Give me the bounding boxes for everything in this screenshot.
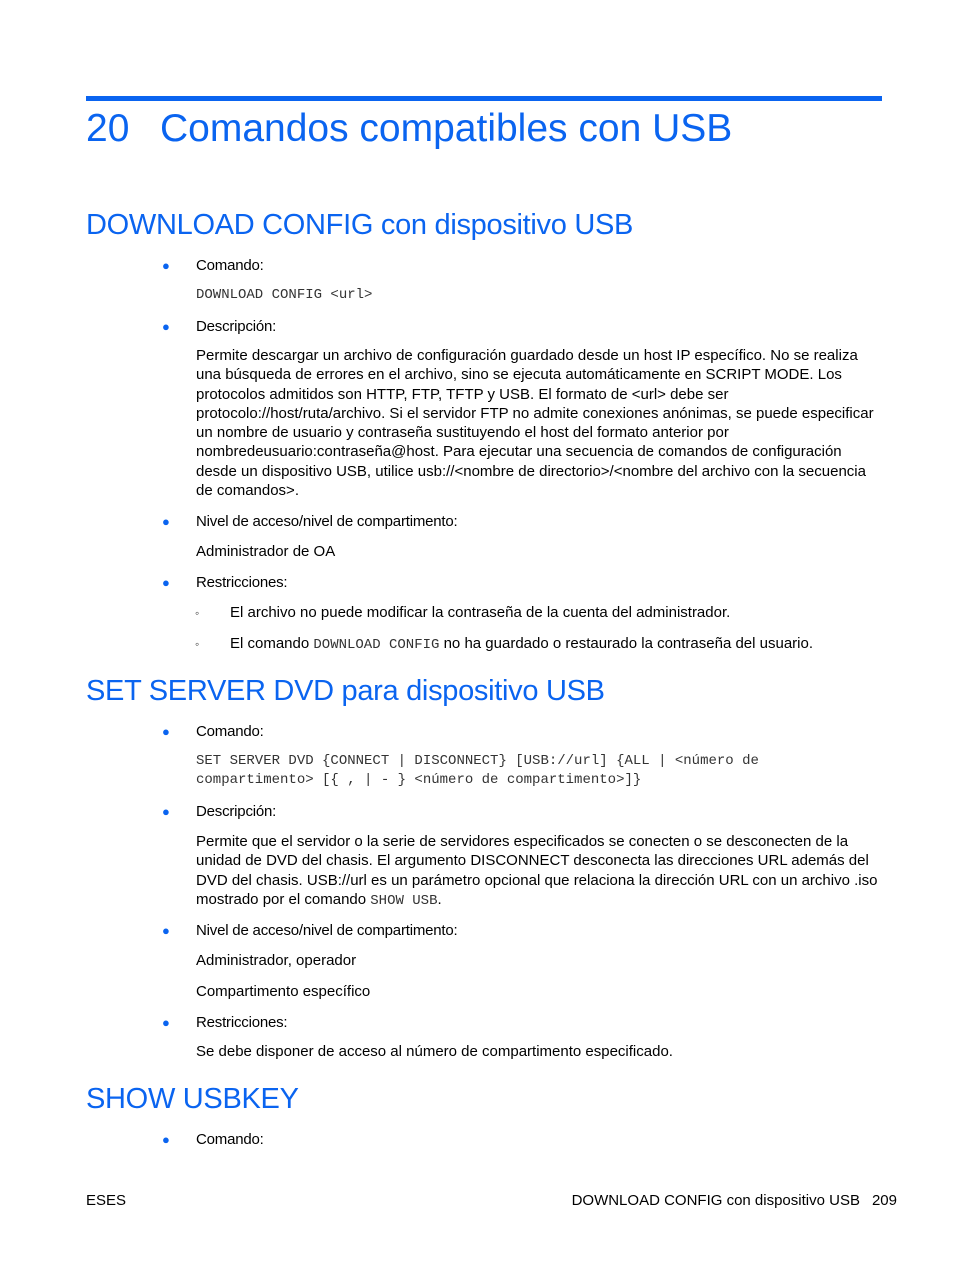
footer-left: ESES <box>86 1192 127 1209</box>
restriction-text-pre: El comando <box>230 635 314 652</box>
restrictions-label: Restricciones: <box>196 574 288 591</box>
description-label: Descripción: <box>196 318 277 335</box>
section-heading-set-server-dvd: SET SERVER DVD para dispositivo USB <box>86 675 605 707</box>
bullet-icon: ● <box>162 923 170 938</box>
command-code: DOWNLOAD CONFIG <url> <box>196 287 373 303</box>
description-label: Descripción: <box>196 803 277 820</box>
bullet-icon: ● <box>162 804 170 819</box>
bullet-icon: ● <box>162 724 170 739</box>
chapter-title <box>86 104 732 154</box>
description-inline-code: SHOW USB <box>370 892 438 909</box>
command-label: Comando: <box>196 1131 264 1148</box>
section-heading-show-usbkey: SHOW USBKEY <box>86 1083 299 1115</box>
description-text: Permite descargar un archivo de configuración guardado desde un host IP específico. No se realiza una búsqueda de errores en el archivo, sino se ejecuta automáticamente en SCRIPT MODE. Los protocolos admitidos son HTTP, FTP, TFTP y USB. El formato de <url> debe ser protocolo://host/ruta/archivo. Si el servidor FTP no admite conexiones anónimas, se puede especificar un nombre de usuario y contraseña sustituyendo el host del formato anterior por nombredeusuario:contraseña@host. Para ejecutar una secuencia de comandos de configuración desde un dispositivo USB, utilice usb://<nombre de directorio>/<nombre del archivo con la secuencia de comandos>. <box>196 347 874 500</box>
chapter-top-rule <box>86 96 882 101</box>
section-heading-download-config: DOWNLOAD CONFIG con dispositivo USB <box>86 209 634 241</box>
access-level-value: Administrador de OA <box>196 543 336 560</box>
access-level-value: Compartimento específico <box>196 983 371 1000</box>
access-level-label: Nivel de acceso/nivel de compartimento: <box>196 922 458 939</box>
chapter-number: 20 <box>86 107 130 150</box>
command-label: Comando: <box>196 257 264 274</box>
access-level-label: Nivel de acceso/nivel de compartimento: <box>196 513 458 530</box>
command-code: SET SERVER DVD {CONNECT | DISCONNECT} [USB://url] {ALL | <número de compartimento> [{ , | - } <número de compartimento>]} <box>196 753 768 789</box>
footer-page-number: 209 <box>871 1192 897 1209</box>
bullet-icon: ● <box>162 258 170 273</box>
bullet-icon: ● <box>162 575 170 590</box>
bullet-icon: ● <box>162 1015 170 1030</box>
footer-right <box>572 1191 897 1211</box>
restriction-item <box>230 634 813 655</box>
bullet-icon: ● <box>162 514 170 529</box>
bullet-icon: ● <box>162 1132 170 1147</box>
description-text-pre: Permite que el servidor o la serie de servidores especificados se conecten o se desconecten de la unidad de DVD del chasis. El argumento DISCONNECT desconecta las direcciones URL además del DVD del chasis. USB://url es un parámetro opcional que relaciona la dirección URL con un archivo .iso mostrado por el comando <box>196 833 878 908</box>
description-text <box>196 832 882 911</box>
restriction-inline-code: DOWNLOAD CONFIG <box>313 637 440 653</box>
bullet-icon: ● <box>162 319 170 334</box>
restriction-text: Se debe disponer de acceso al número de compartimento especificado. <box>196 1043 673 1060</box>
restriction-item: El archivo no puede modificar la contraseña de la cuenta del administrador. <box>230 604 731 621</box>
restriction-text-post: no ha guardado o restaurado la contraseña del usuario. <box>439 635 814 652</box>
command-label: Comando: <box>196 723 264 740</box>
description-text-post: . <box>437 890 442 908</box>
sub-bullet-icon: ◦ <box>195 637 200 651</box>
footer-section-title: DOWNLOAD CONFIG con dispositivo USB <box>571 1192 860 1209</box>
restrictions-label: Restricciones: <box>196 1014 288 1031</box>
sub-bullet-icon: ◦ <box>195 606 200 620</box>
access-level-value: Administrador, operador <box>196 952 357 969</box>
chapter-title-text: Comandos compatibles con USB <box>160 107 733 150</box>
